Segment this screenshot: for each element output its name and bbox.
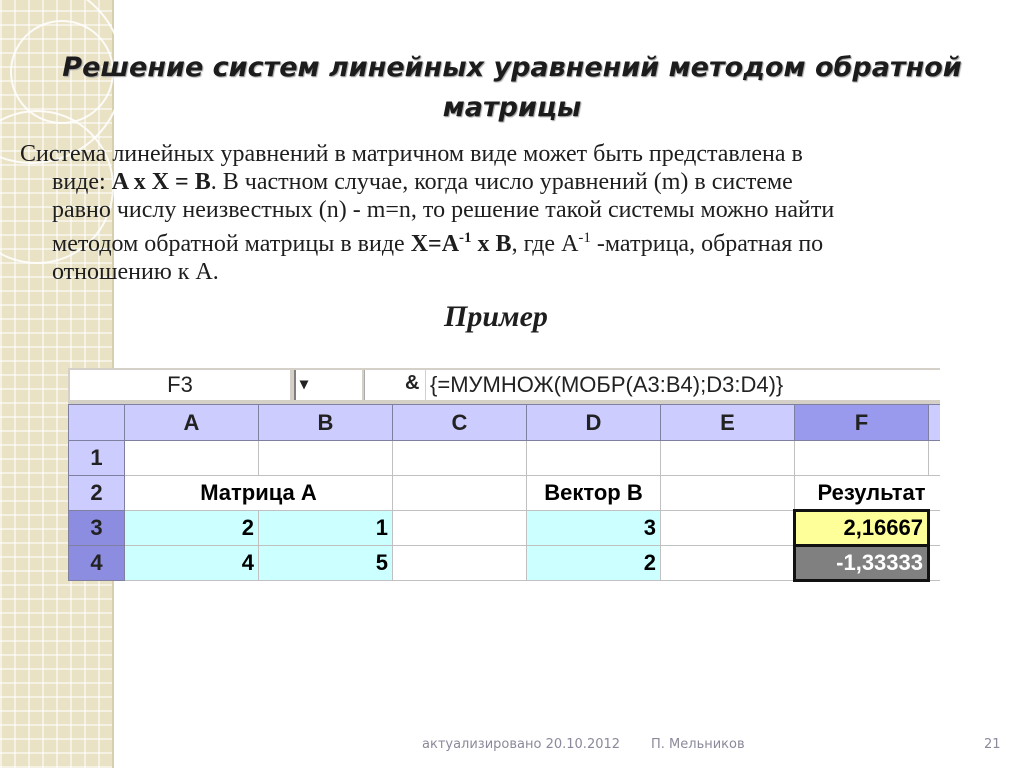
cell-g4[interactable] bbox=[929, 546, 941, 581]
body-line-1: Система линейных уравнений в матричном виде может быть представлена в bbox=[20, 141, 803, 167]
column-header-b[interactable]: B bbox=[259, 405, 393, 441]
fx-button[interactable] bbox=[364, 370, 425, 400]
cell-b4[interactable]: 5 bbox=[259, 546, 393, 581]
footer-author: П. Мельников bbox=[651, 737, 745, 752]
column-header-e[interactable]: E bbox=[661, 405, 795, 441]
cell-f2-result-label[interactable]: Результат bbox=[795, 476, 941, 511]
footer-page-number: 21 bbox=[984, 737, 1001, 752]
column-header-c[interactable]: C bbox=[393, 405, 527, 441]
column-header-f[interactable]: F bbox=[795, 405, 929, 441]
body-line-2: виде: A x X = B. В частном случае, когда число уравнений (m) в системе bbox=[52, 169, 793, 195]
cell-c2[interactable] bbox=[393, 476, 527, 511]
name-box-dropdown[interactable] bbox=[294, 370, 362, 400]
spreadsheet-screenshot bbox=[68, 368, 940, 598]
table-row bbox=[69, 511, 941, 546]
cell-f3-selected[interactable]: 2,16667 bbox=[795, 511, 929, 546]
cell-g1[interactable] bbox=[929, 441, 941, 476]
cell-e2[interactable] bbox=[661, 476, 795, 511]
row-header-2[interactable]: 2 bbox=[69, 476, 125, 511]
table-row bbox=[69, 441, 941, 476]
body-line-3: равно числу неизвестных (n) - m=n, то решение такой системы можно найти bbox=[52, 197, 835, 223]
cell-e3[interactable] bbox=[661, 511, 795, 546]
cell-d3[interactable]: 3 bbox=[527, 511, 661, 546]
row-header-3[interactable]: 3 bbox=[69, 511, 125, 546]
column-header-row bbox=[69, 405, 941, 441]
cell-b1[interactable] bbox=[259, 441, 393, 476]
select-all-corner[interactable] bbox=[69, 405, 125, 441]
table-row bbox=[69, 546, 941, 581]
row-header-4[interactable]: 4 bbox=[69, 546, 125, 581]
function-icon: & bbox=[405, 372, 420, 394]
cell-d4[interactable]: 2 bbox=[527, 546, 661, 581]
footer-updated: актуализировано 20.10.2012 bbox=[422, 737, 621, 752]
cell-e4[interactable] bbox=[661, 546, 795, 581]
cell-c4[interactable] bbox=[393, 546, 527, 581]
cell-a2-matrix-label[interactable]: Матрица A bbox=[125, 476, 393, 511]
formula-bar bbox=[68, 368, 940, 404]
cell-f1[interactable] bbox=[795, 441, 929, 476]
row-header-1[interactable]: 1 bbox=[69, 441, 125, 476]
chevron-down-icon: ▾ bbox=[300, 376, 309, 393]
cell-d1[interactable] bbox=[527, 441, 661, 476]
cell-a1[interactable] bbox=[125, 441, 259, 476]
name-box[interactable]: F3 bbox=[70, 370, 290, 400]
column-header-g[interactable] bbox=[929, 405, 941, 441]
spreadsheet-grid bbox=[68, 404, 940, 582]
cell-c3[interactable] bbox=[393, 511, 527, 546]
cell-a4[interactable]: 4 bbox=[125, 546, 259, 581]
body-paragraph bbox=[20, 140, 1000, 286]
table-row bbox=[69, 476, 941, 511]
example-heading: Пример bbox=[444, 300, 548, 333]
cell-g3[interactable] bbox=[929, 511, 941, 546]
cell-f4-selected[interactable]: -1,33333 bbox=[795, 546, 929, 581]
cell-c1[interactable] bbox=[393, 441, 527, 476]
formula-input[interactable]: {=МУМНОЖ(МОБР(A3:B4);D3:D4)} bbox=[426, 370, 940, 400]
column-header-a[interactable]: A bbox=[125, 405, 259, 441]
cell-b3[interactable]: 1 bbox=[259, 511, 393, 546]
slide-title: Решение систем линейных уравнений методом обратной матрицы bbox=[62, 52, 962, 123]
body-line-4: методом обратной матрицы в виде $X=A^{-1}$ x B, где $A^{-1}$ -матрица, обратная по bbox=[52, 230, 824, 257]
column-header-d[interactable]: D bbox=[527, 405, 661, 441]
cell-d2-vector-label[interactable]: Вектор B bbox=[527, 476, 661, 511]
cell-e1[interactable] bbox=[661, 441, 795, 476]
body-line-5: отношению к A. bbox=[52, 259, 219, 285]
cell-a3[interactable]: 2 bbox=[125, 511, 259, 546]
